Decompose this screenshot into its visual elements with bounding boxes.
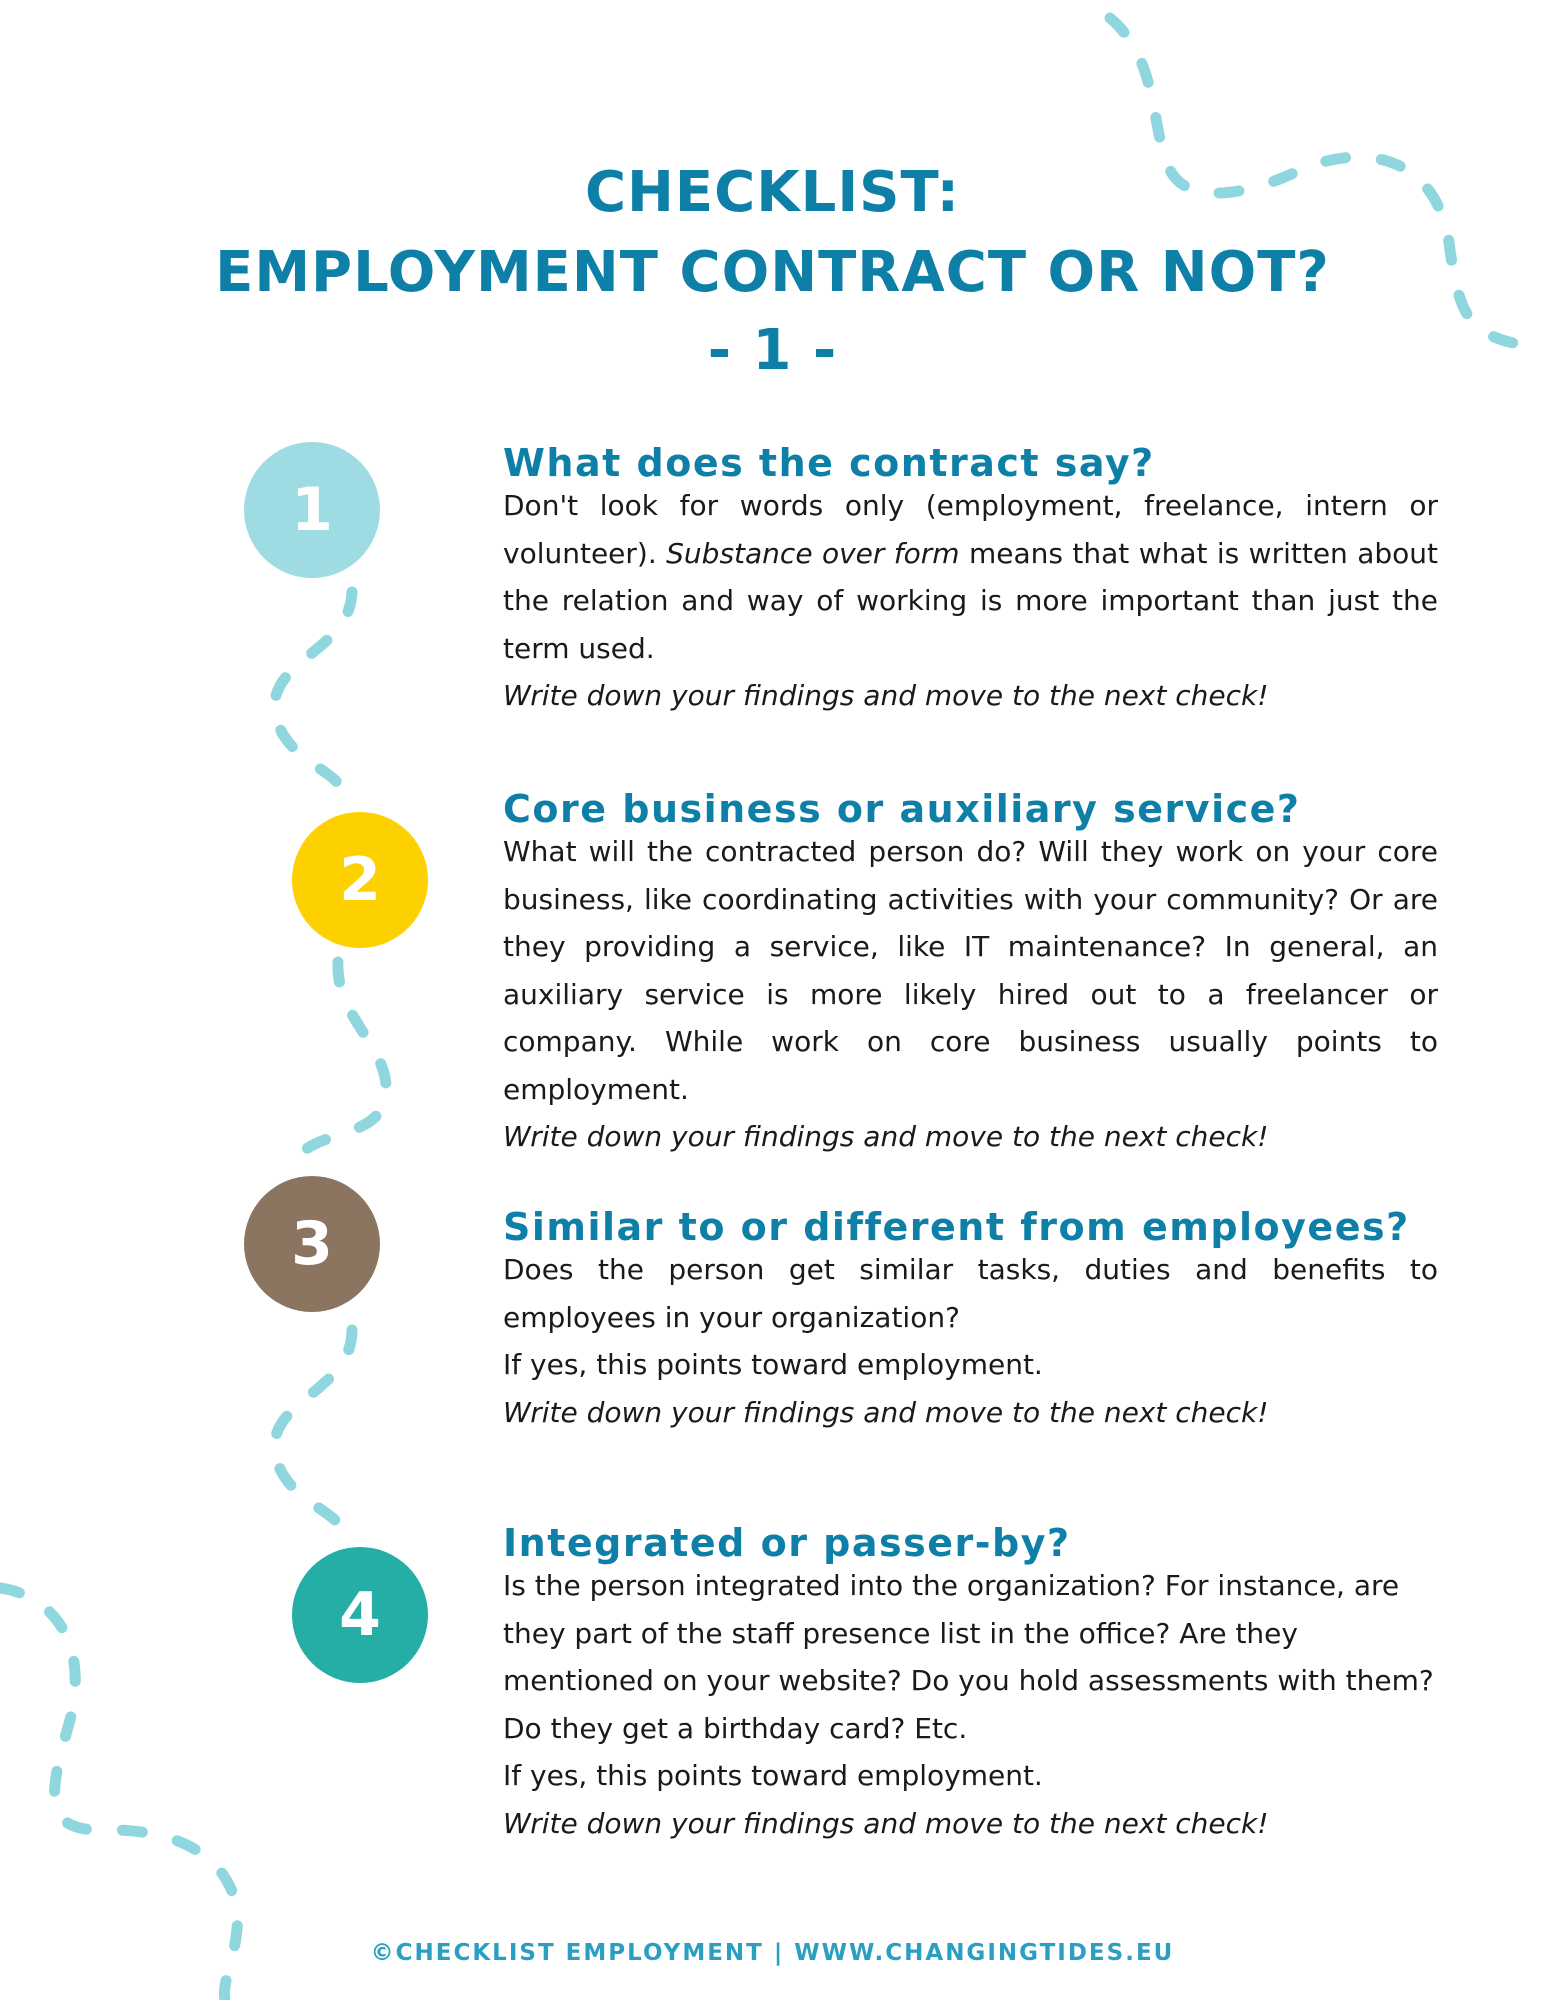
step-3-text: Does the person get similar tasks, duties and benefits to employees in your organization? (503, 1253, 1438, 1334)
step-3-section (503, 1204, 1438, 1436)
connector-1-2 (275, 592, 352, 792)
step-1-section (503, 440, 1438, 720)
page-title-line-1: CHECKLIST: (584, 160, 961, 225)
step-1-text (503, 482, 1438, 672)
step-3-heading: Similar to or different from employees? (503, 1205, 1410, 1249)
step-1-text-emphasis: Substance over form (666, 536, 960, 570)
step-4-heading: Integrated or passer-by? (503, 1521, 1071, 1565)
step-2-text: What will the contracted person do? Will they work on your core business, like coordinating activities with your community? Or are they providing a service, like IT maintenance? In general, an auxiliary service is more likely hired out to a freelancer or company. While work on core business usually points to employment. (503, 835, 1438, 1106)
connector-3-4 (275, 1330, 352, 1532)
footer-copyright: ©CHECKLIST EMPLOYMENT | WWW.CHANGINGTIDES.EU (370, 1940, 1175, 1966)
step-4-section (503, 1520, 1438, 1847)
step-3-number-badge: 3 (244, 1176, 380, 1312)
step-4-conclusion: If yes, this points toward employment. (503, 1759, 1043, 1792)
step-2-section (503, 786, 1438, 1161)
step-4-number-badge: 4 (292, 1547, 428, 1683)
page-title-line-2: EMPLOYMENT CONTRACT OR NOT? (215, 240, 1330, 305)
connector-2-3 (295, 962, 386, 1162)
step-4-text: Is the person integrated into the organization? For instance, are they part of the staff presence list in the office? Are they mentioned on your website? Do you hold assessments with them? Do they get a birthday card? Etc. (503, 1569, 1434, 1745)
step-2-note: Write down your findings and move to the next check! (503, 1120, 1269, 1153)
page-number-label: - 1 - (707, 318, 838, 383)
step-1-note: Write down your findings and move to the next check! (503, 679, 1269, 712)
step-1-heading: What does the contract say? (503, 441, 1155, 485)
step-3-conclusion: If yes, this points toward employment. (503, 1348, 1043, 1381)
step-2-number-badge: 2 (292, 812, 428, 948)
step-1-text-part-1: Don't look for words only (employment, freelance, intern or volunteer). (503, 489, 1438, 570)
step-1-number-badge: 1 (244, 442, 380, 578)
step-3-note: Write down your findings and move to the next check! (503, 1395, 1269, 1429)
step-2-heading: Core business or auxiliary service? (503, 787, 1301, 831)
bottom-left-dashed-curve (0, 1588, 237, 2000)
step-1-text-part-2: means that what is written about the relation and way of working is more important than just the term used. (503, 536, 1438, 665)
step-4-note: Write down your findings and move to the next check! (503, 1806, 1269, 1840)
